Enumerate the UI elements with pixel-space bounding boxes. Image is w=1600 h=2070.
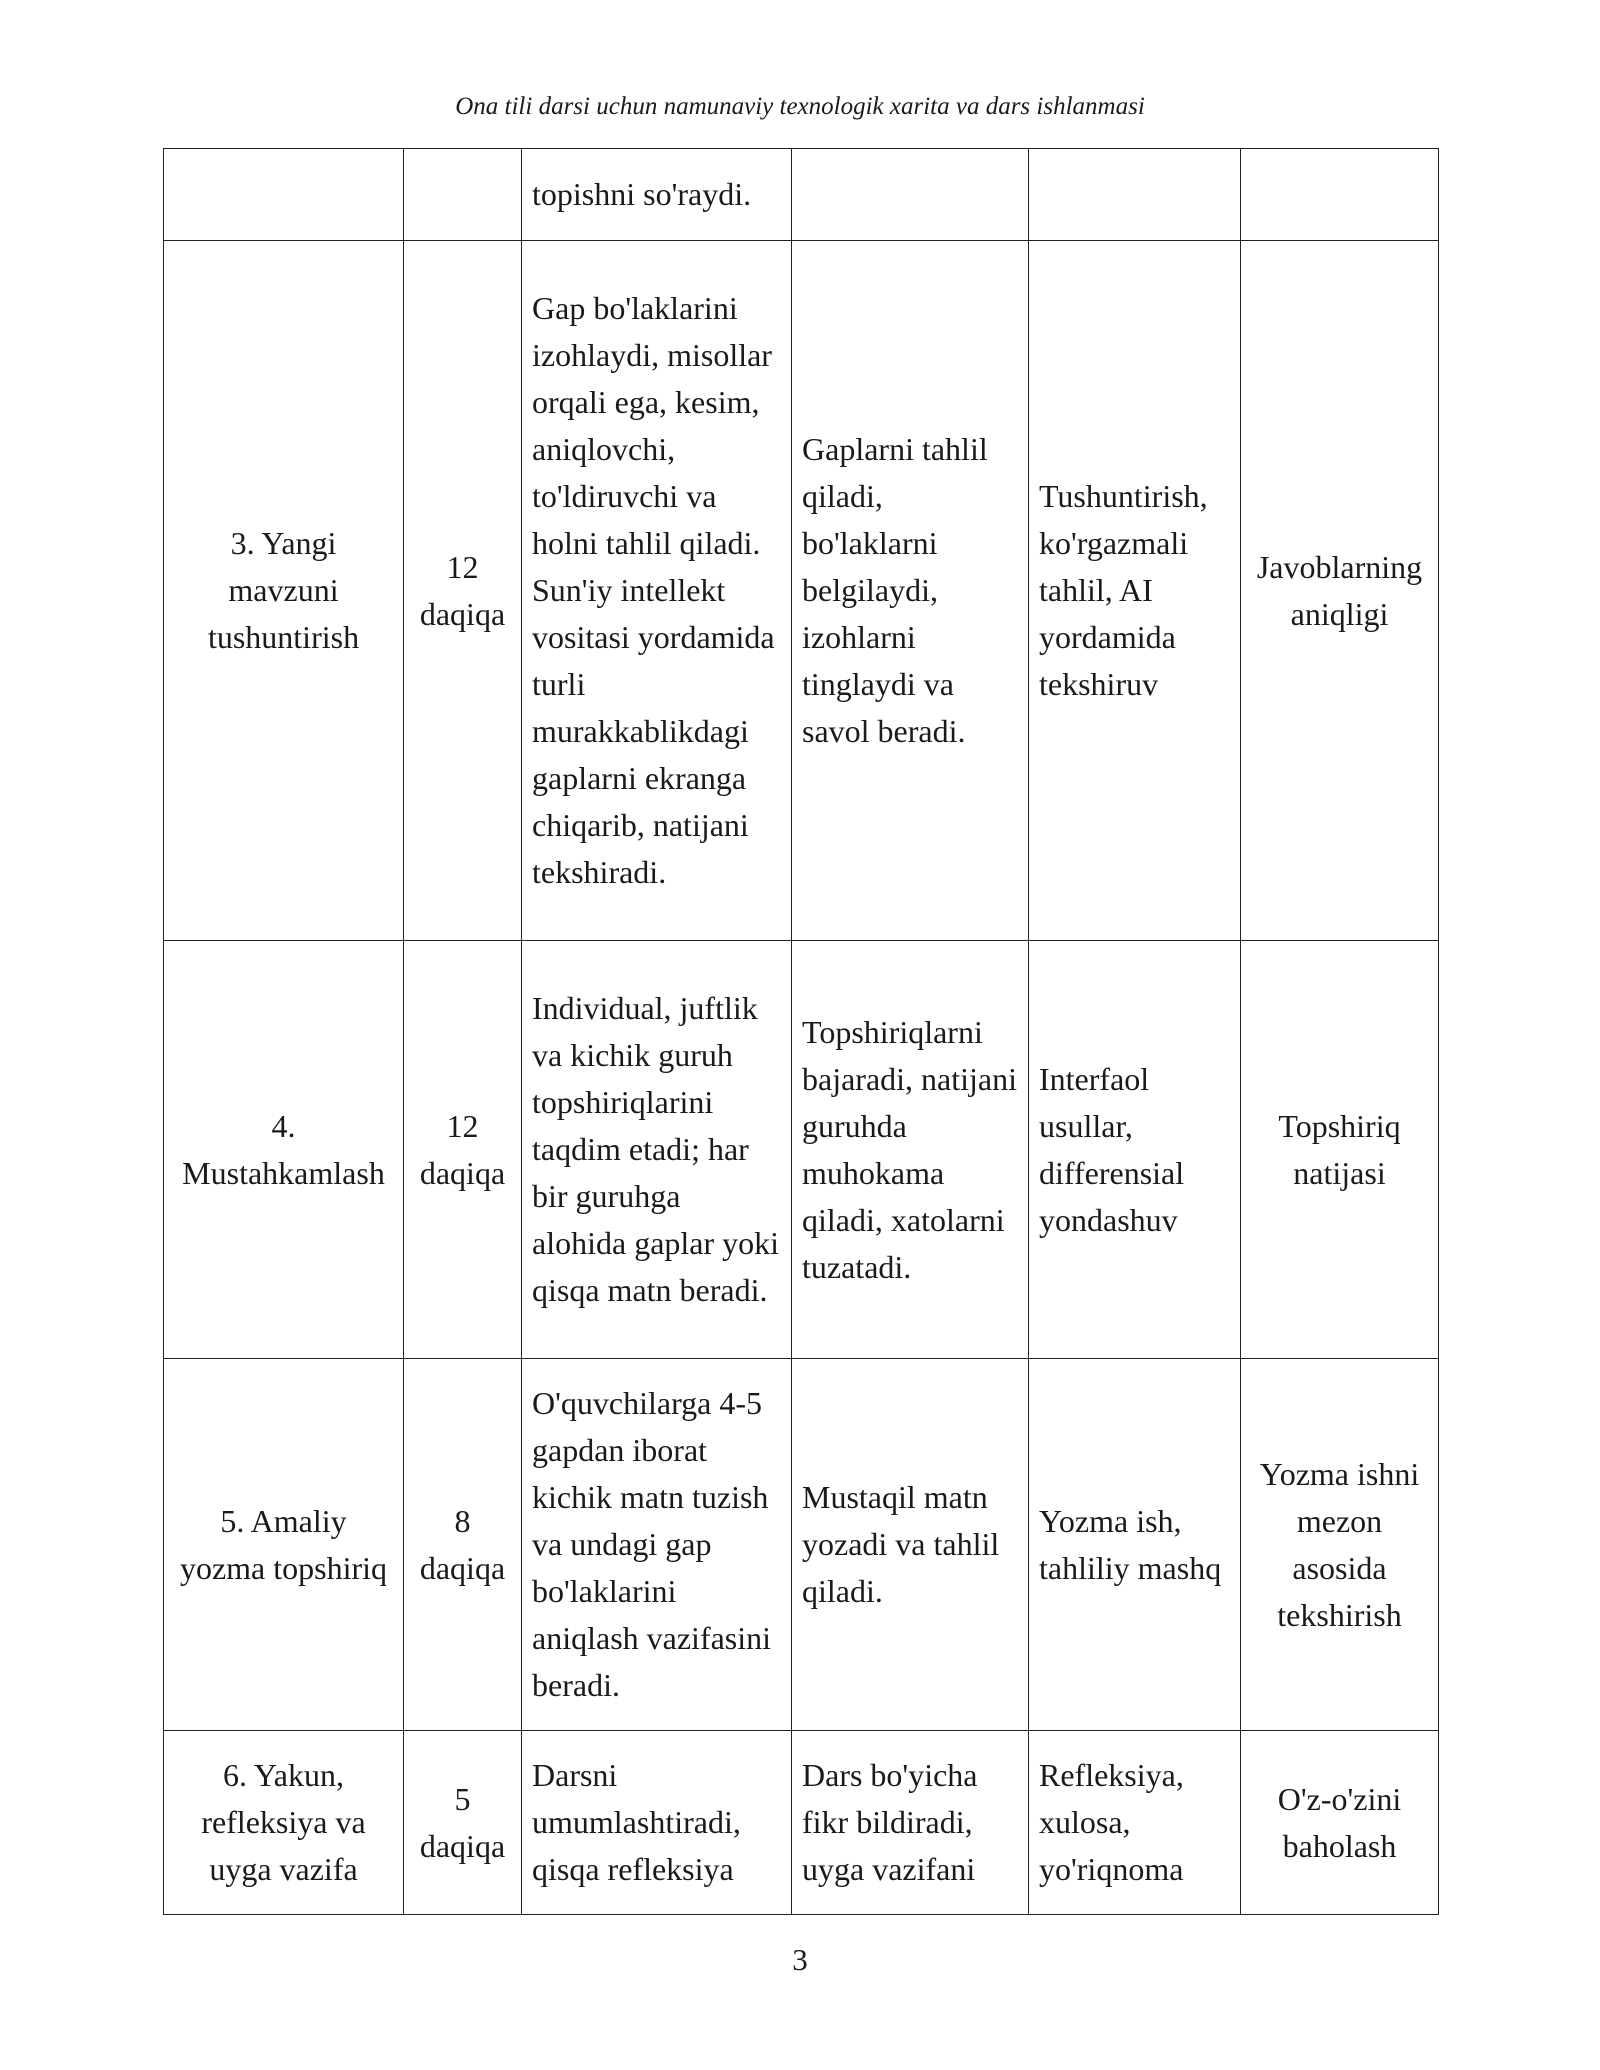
assessment-cell: [1241, 149, 1439, 241]
student-activity-cell: Dars bo'yicha fikr bildiradi, uyga vazifani: [792, 1731, 1029, 1915]
method-cell: Tushuntirish, ko'rgazmali tahlil, AI yordamida tekshiruv: [1029, 241, 1241, 941]
assessment-cell: Javoblarning aniqligi: [1241, 241, 1439, 941]
assessment-cell: O'z-o'zini baholash: [1241, 1731, 1439, 1915]
student-activity-cell: Topshiriqlarni bajaradi, natijani guruhda muhokama qiladi, xatolarni tuzatadi.: [792, 941, 1029, 1359]
assessment-cell: Yozma ishni mezon asosida tekshirish: [1241, 1359, 1439, 1731]
table-row: [164, 1731, 1439, 1915]
time-cell: 5 daqiqa: [404, 1731, 522, 1915]
time-cell: 8 daqiqa: [404, 1359, 522, 1731]
time-cell: 12 daqiqa: [404, 941, 522, 1359]
assessment-cell: Topshiriq natijasi: [1241, 941, 1439, 1359]
table-row: [164, 1359, 1439, 1731]
stage-cell: [164, 149, 404, 241]
stage-cell: 6. Yakun, refleksiya va uyga vazifa: [164, 1731, 404, 1915]
teacher-activity-cell: Gap bo'laklarini izohlaydi, misollar orqali ega, kesim, aniqlovchi, to'ldiruvchi va holni tahlil qiladi. Sun'iy intellekt vositasi yordamida turli murakkablikdagi gaplarni ekranga chiqarib, natijani tekshiradi.: [522, 241, 792, 941]
method-cell: Yozma ish, tahliliy mashq: [1029, 1359, 1241, 1731]
page-header-title: Ona tili darsi uchun namunaviy texnologik xarita va dars ishlanmasi: [455, 93, 1145, 120]
teacher-activity-cell: topishni so'raydi.: [522, 149, 792, 241]
teacher-activity-cell: O'quvchilarga 4-5 gapdan iborat kichik matn tuzish va undagi gap bo'laklarini aniqlash vazifasini beradi.: [522, 1359, 792, 1731]
teacher-activity-cell: Darsni umumlashtiradi, qisqa refleksiya: [522, 1731, 792, 1915]
student-activity-cell: Mustaqil matn yozadi va tahlil qiladi.: [792, 1359, 1029, 1731]
page-number: 3: [792, 1942, 808, 1977]
stage-cell: 3. Yangi mavzuni tushuntirish: [164, 241, 404, 941]
student-activity-cell: [792, 149, 1029, 241]
time-cell: [404, 149, 522, 241]
stage-cell: 5. Amaliy yozma topshiriq: [164, 1359, 404, 1731]
teacher-activity-cell: Individual, juftlik va kichik guruh topshiriqlarini taqdim etadi; har bir guruhga alohida gaplar yoki qisqa matn beradi.: [522, 941, 792, 1359]
method-cell: [1029, 149, 1241, 241]
table-row: [164, 149, 1439, 241]
table-row: [164, 241, 1439, 941]
table-row: [164, 941, 1439, 1359]
time-cell: 12 daqiqa: [404, 241, 522, 941]
student-activity-cell: Gaplarni tahlil qiladi, bo'laklarni belgilaydi, izohlarni tinglaydi va savol beradi.: [792, 241, 1029, 941]
method-cell: Interfaol usullar, differensial yondashuv: [1029, 941, 1241, 1359]
method-cell: Refleksiya, xulosa, yo'riqnoma: [1029, 1731, 1241, 1915]
stage-cell: 4. Mustahkamlash: [164, 941, 404, 1359]
lesson-plan-table: [163, 148, 1439, 1915]
